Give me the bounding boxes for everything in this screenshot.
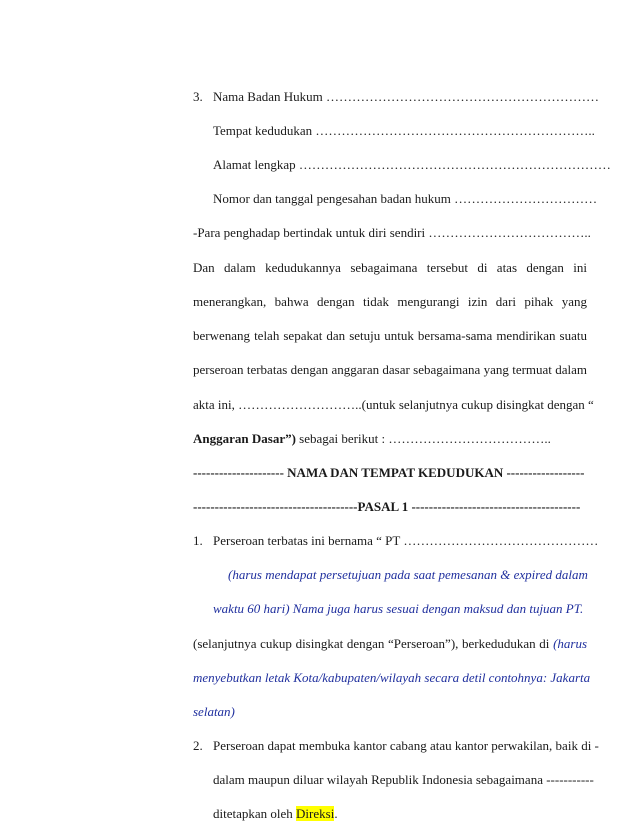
body-line-6 bbox=[193, 431, 587, 447]
pasal1-line-4-note: menyebutkan letak Kota/kabupaten/wilayah secara detil contohnya: Jakarta bbox=[193, 670, 591, 685]
pasal2-number: 2. bbox=[193, 738, 203, 753]
pasal2-line-3 bbox=[213, 806, 587, 822]
item3-number: 3. bbox=[193, 89, 203, 104]
pasal1-text: Perseroan terbatas ini bernama “ PT ……………………………………… bbox=[213, 533, 599, 548]
para-penghadap: -Para penghadap bertindak untuk diri sendiri ……………………………….. bbox=[193, 225, 591, 240]
pasal2-line-2: dalam maupun diluar wilayah Republik Indonesia sebagaimana ----------- bbox=[213, 772, 594, 787]
item3-alamat-lengkap: Alamat lengkap ……………………………………………………………… bbox=[213, 157, 611, 172]
item3-tempat-kedudukan: Tempat kedudukan ……………………………………………………….. bbox=[213, 123, 595, 138]
body-line-3: berwenang telah sepakat dan setuju untuk bersama-sama mendirikan suatu bbox=[193, 328, 587, 343]
body-line-5: akta ini, ………………………..(untuk selanjutnya cukup disingkat dengan “ bbox=[193, 397, 594, 412]
item3-nama-badan-hukum bbox=[193, 89, 600, 105]
direksi-highlight: Direksi bbox=[296, 806, 335, 821]
body-line-4: perseroan terbatas dengan anggaran dasar sebagaimana yang termuat dalam bbox=[193, 362, 587, 377]
pasal1-item-1 bbox=[193, 533, 599, 549]
pasal1-number: 1. bbox=[193, 533, 203, 548]
body-line-1: Dan dalam kedudukannya sebagaimana tersebut di atas dengan ini bbox=[193, 260, 587, 275]
heading-nama-tempat: --------------------- NAMA DAN TEMPAT KEDUDUKAN ------------------ bbox=[193, 465, 585, 480]
pasal1-line-3-text: (selanjutnya cukup disingkat dengan “Perseroan”), berkedudukan di bbox=[193, 636, 550, 651]
pasal1-line-3 bbox=[193, 636, 587, 652]
body-line-2: menerangkan, bahwa dengan tidak mengurangi izin dari pihak yang bbox=[193, 294, 587, 309]
pasal2-line-3-text: ditetapkan oleh bbox=[213, 806, 297, 821]
pasal1-note-line-2: waktu 60 hari) Nama juga harus sesuai dengan maksud dan tujuan PT. bbox=[213, 601, 584, 616]
pasal1-note-line-1: (harus mendapat persetujuan pada saat pemesanan & expired dalam bbox=[228, 567, 588, 582]
pasal2-line-1: Perseroan dapat membuka kantor cabang atau kantor perwakilan, baik di - bbox=[213, 738, 599, 753]
item3-nama-text: Nama Badan Hukum ……………………………………………………… bbox=[213, 89, 600, 104]
pasal2-item-2 bbox=[193, 738, 599, 754]
item3-nomor-tanggal: Nomor dan tanggal pengesahan badan hukum …………………………… bbox=[213, 191, 598, 206]
body-line-6-rest: sebagai berikut : ……………………………….. bbox=[295, 431, 551, 446]
pasal2-line-3-end: . bbox=[334, 806, 338, 821]
anggaran-dasar-bold: Anggaran Dasar”) bbox=[193, 431, 296, 446]
heading-pasal-1: --------------------------------------PASAL 1 --------------------------------------- bbox=[193, 499, 581, 514]
pasal1-line-5-note: selatan) bbox=[193, 704, 235, 719]
pasal1-line-3-note: (harus bbox=[553, 636, 588, 651]
